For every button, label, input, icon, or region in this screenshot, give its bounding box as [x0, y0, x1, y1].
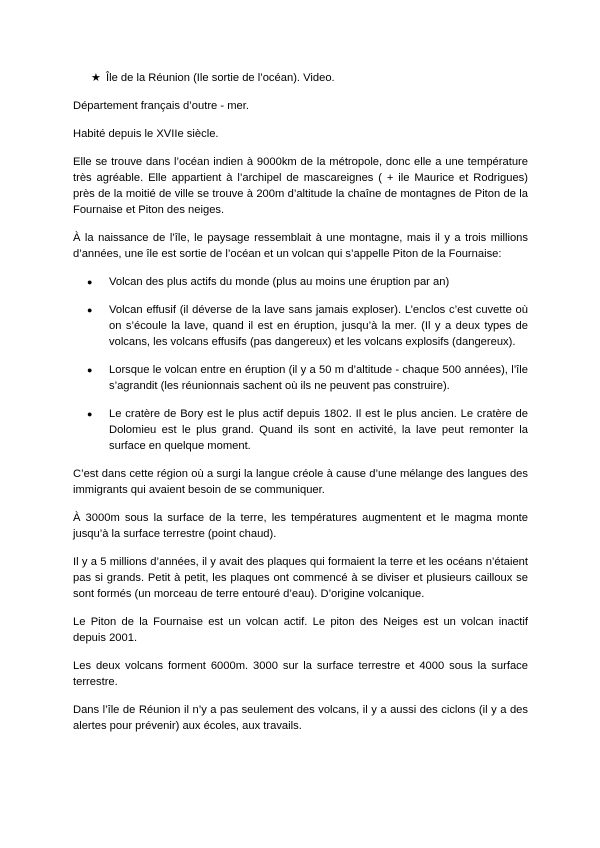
paragraph: À 3000m sous la surface de la terre, les températures augmentent et le magma monte jusqu’à la surface terrestre (point chaud).	[73, 512, 528, 540]
heading-item-text: Île de la Réunion (Ile sortie de l’océan). Video.	[106, 72, 335, 84]
list-item-text: Volcan effusif (il déverse de la lave sans jamais exploser). L’enclos c’est cuvette où on s’écoule la lave, quand il est en éruption, jusqu’à la mer. (Il y a deux types de volcans, les volcans effusifs (pas dangereux) et les volcans explosifs (dangereux).	[109, 304, 528, 348]
list-item	[73, 302, 528, 350]
paragraph: Habité depuis le XVIIe siècle.	[73, 128, 219, 140]
paragraph: À la naissance de l’île, le paysage ressemblait à une montagne, mais il y a trois millions d’années, une île est sortie de l’océan et un volcan qui s’appelle Piton de la Fournaise:	[73, 232, 528, 260]
bullet-dot-icon: ●	[87, 409, 93, 419]
bullet-dot-icon: ●	[87, 365, 93, 375]
list-item	[73, 274, 528, 290]
list-item-text: Volcan des plus actifs du monde (plus au moins une éruption par an)	[109, 276, 450, 288]
paragraph: Le Piton de la Fournaise est un volcan actif. Le piton des Neiges est un volcan inactif depuis 2001.	[73, 616, 528, 644]
paragraph: Département français d’outre - mer.	[73, 100, 249, 112]
bullet-dot-icon: ●	[87, 305, 93, 315]
document-body	[73, 70, 528, 746]
heading-item	[73, 70, 528, 86]
bullet-list	[73, 274, 528, 454]
list-item	[73, 362, 528, 394]
bullet-dot-icon: ●	[87, 277, 93, 287]
list-item-text: Lorsque le volcan entre en éruption (il y a 50 m d’altitude - chaque 500 années), l’île s’agrandit (les réunionnais sachent où ils ne peuvent pas construire).	[109, 364, 528, 392]
list-item	[73, 406, 528, 454]
paragraph: Elle se trouve dans l’océan indien à 9000km de la métropole, donc elle a une température très agréable. Elle appartient à l’archipel de mascareignes ( + ile Maurice et Rodrigues) près de la moitié de ville se trouve à 200m d’altitude la chaîne de montagnes de Piton de la Fournaise et Piton des neiges.	[73, 156, 528, 216]
paragraph: Il y a 5 millions d’années, il y avait des plaques qui formaient la terre et les océans n’étaient pas si grands. Petit à petit, les plaques ont commencé à se diviser et plusieurs cailloux se sont formés (un morceau de terre entouré d’eau). D’origine volcanique.	[73, 556, 528, 600]
star-bullet-icon: ★	[91, 72, 101, 84]
paragraph: C’est dans cette région où a surgi la langue créole à cause d’une mélange des langues des immigrants qui avaient besoin de se communiquer.	[73, 468, 528, 496]
paragraph: Dans l’île de Réunion il n’y a pas seulement des volcans, il y a aussi des ciclons (il y a des alertes pour prévenir) aux écoles, aux travails.	[73, 704, 528, 732]
paragraph: Les deux volcans forment 6000m. 3000 sur la surface terrestre et 4000 sous la surface terrestre.	[73, 660, 528, 688]
list-item-text: Le cratère de Bory est le plus actif depuis 1802. Il est le plus ancien. Le cratère de Dolomieu est le plus grand. Quand ils sont en activité, la lave peut remonter la surface en quelque moment.	[109, 408, 528, 452]
